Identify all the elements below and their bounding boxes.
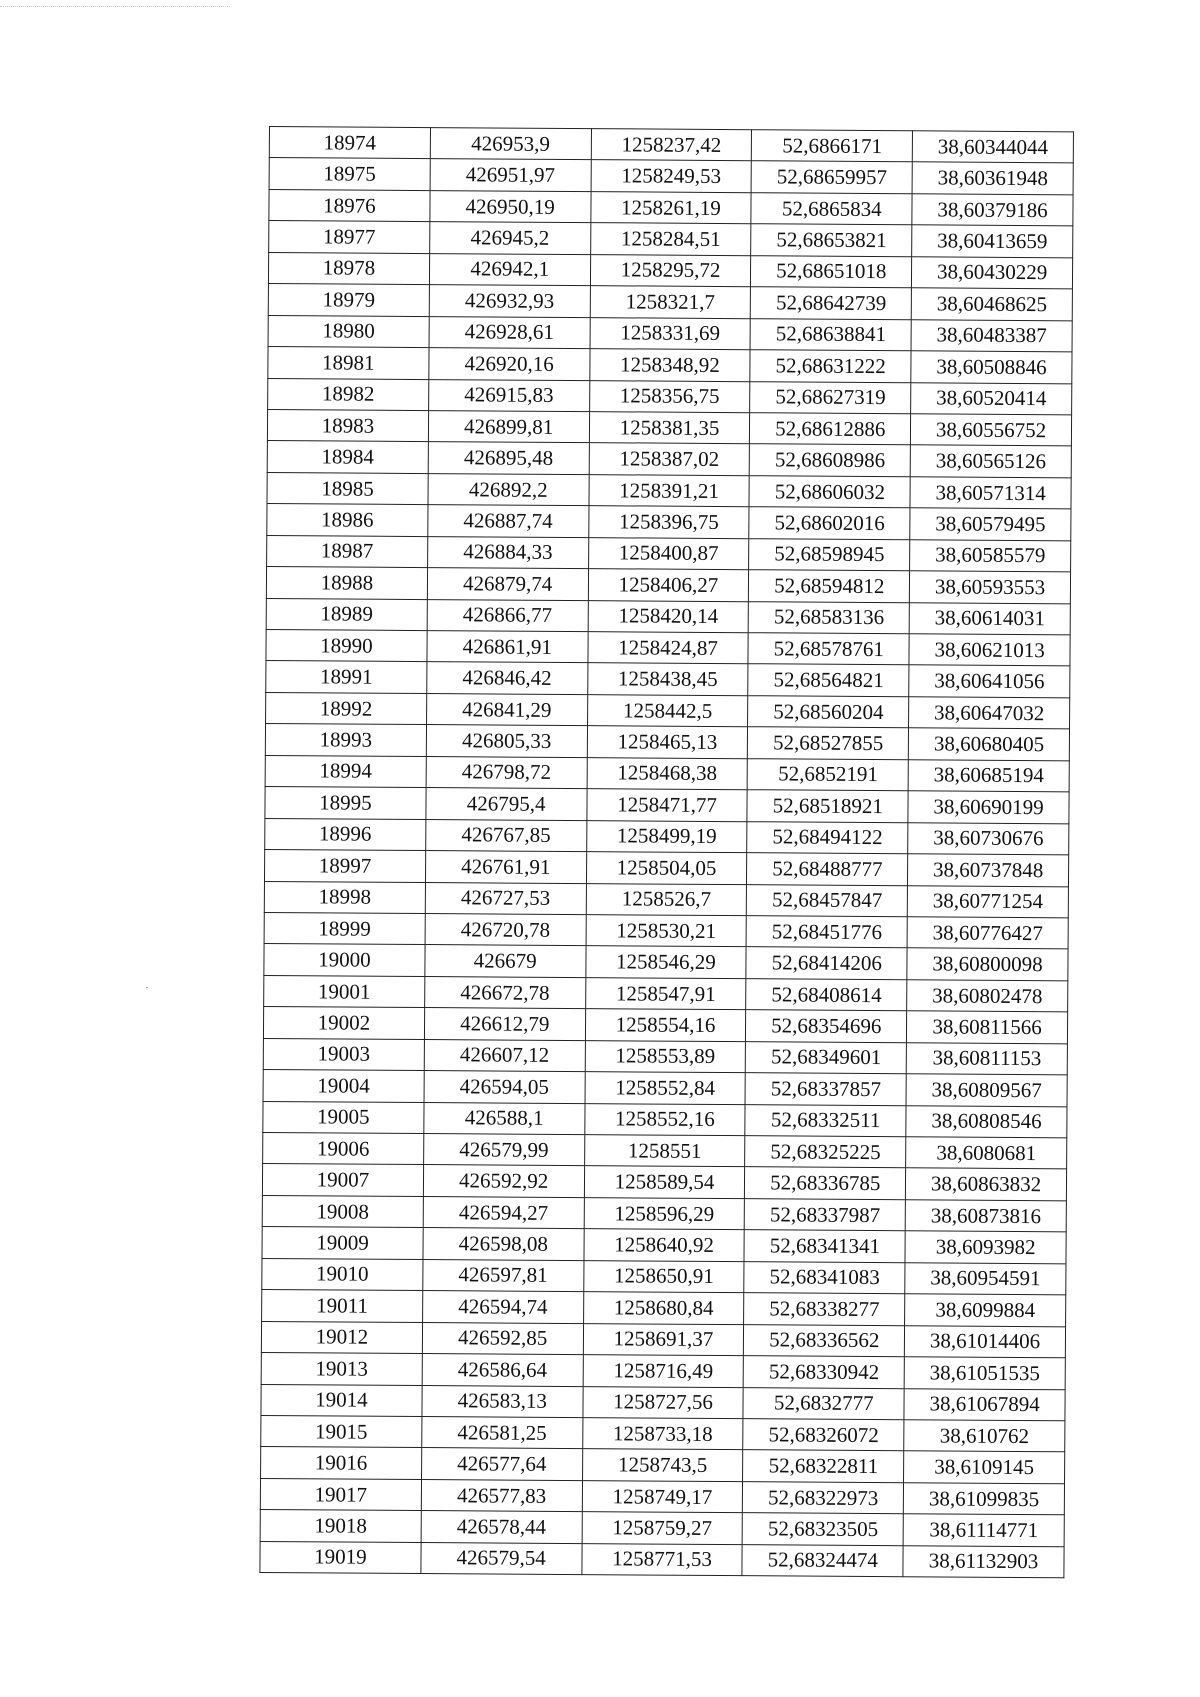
x-coordinate-cell: 426841,29 xyxy=(426,693,587,726)
latitude-cell: 52,68337987 xyxy=(745,1199,906,1232)
y-coordinate-cell: 1258261,19 xyxy=(590,192,751,225)
x-coordinate-cell: 426795,4 xyxy=(426,788,587,821)
latitude-cell: 52,68659957 xyxy=(751,161,912,194)
y-coordinate-cell: 1258295,72 xyxy=(590,254,751,287)
y-coordinate-cell: 1258552,16 xyxy=(584,1103,745,1136)
y-coordinate-cell: 1258321,7 xyxy=(590,286,751,319)
x-coordinate-cell: 426607,12 xyxy=(424,1039,585,1072)
x-coordinate-cell: 426953,9 xyxy=(430,128,591,161)
latitude-cell: 52,6866171 xyxy=(752,130,913,163)
latitude-cell: 52,68457847 xyxy=(747,884,908,917)
y-coordinate-cell: 1258387,02 xyxy=(589,443,750,476)
latitude-cell: 52,68598945 xyxy=(749,538,910,571)
y-coordinate-cell: 1258554,16 xyxy=(585,1009,746,1042)
x-coordinate-cell: 426951,97 xyxy=(430,159,591,192)
point-number-cell: 19003 xyxy=(263,1038,424,1071)
latitude-cell: 52,68341341 xyxy=(744,1230,905,1263)
x-coordinate-cell: 426942,1 xyxy=(429,253,590,286)
y-coordinate-cell: 1258691,37 xyxy=(583,1323,744,1356)
latitude-cell: 52,68354696 xyxy=(746,1010,907,1043)
x-coordinate-cell: 426672,78 xyxy=(424,976,585,1009)
point-number-cell: 18992 xyxy=(266,692,427,725)
longitude-cell: 38,60565126 xyxy=(910,445,1071,478)
latitude-cell: 52,68322973 xyxy=(743,1481,904,1514)
latitude-cell: 52,68323505 xyxy=(742,1513,903,1546)
y-coordinate-cell: 1258504,05 xyxy=(586,852,747,885)
x-coordinate-cell: 426720,78 xyxy=(425,913,586,946)
x-coordinate-cell: 426577,64 xyxy=(421,1448,582,1481)
latitude-cell: 52,68494122 xyxy=(747,821,908,854)
x-coordinate-cell: 426884,33 xyxy=(427,536,588,569)
longitude-cell: 38,60954591 xyxy=(905,1262,1066,1295)
x-coordinate-cell: 426594,74 xyxy=(422,1291,583,1324)
longitude-cell: 38,60579495 xyxy=(910,508,1071,541)
point-number-cell: 18976 xyxy=(269,189,430,222)
point-number-cell: 18984 xyxy=(267,441,428,474)
longitude-cell: 38,60556752 xyxy=(911,414,1072,447)
latitude-cell: 52,68341083 xyxy=(744,1261,905,1294)
x-coordinate-cell: 426592,92 xyxy=(423,1165,584,1198)
latitude-cell: 52,68338277 xyxy=(744,1293,905,1326)
point-number-cell: 19017 xyxy=(260,1478,421,1511)
latitude-cell: 52,68608986 xyxy=(750,444,911,477)
x-coordinate-cell: 426594,05 xyxy=(424,1071,585,1104)
y-coordinate-cell: 1258640,92 xyxy=(584,1229,745,1262)
x-coordinate-cell: 426586,64 xyxy=(422,1354,583,1387)
longitude-cell: 38,61014406 xyxy=(905,1325,1066,1358)
y-coordinate-cell: 1258743,5 xyxy=(582,1449,743,1482)
point-number-cell: 19011 xyxy=(262,1290,423,1323)
y-coordinate-cell: 1258438,45 xyxy=(587,663,748,696)
scan-speck xyxy=(146,987,148,988)
longitude-cell: 38,60593553 xyxy=(910,571,1071,604)
y-coordinate-cell: 1258468,38 xyxy=(587,757,748,790)
point-number-cell: 19012 xyxy=(261,1321,422,1354)
longitude-cell: 38,60571314 xyxy=(910,477,1071,510)
y-coordinate-cell: 1258552,84 xyxy=(585,1072,746,1105)
y-coordinate-cell: 1258727,56 xyxy=(583,1386,744,1419)
point-number-cell: 19009 xyxy=(262,1227,423,1260)
longitude-cell: 38,60811153 xyxy=(906,1042,1067,1075)
latitude-cell: 52,68330942 xyxy=(744,1356,905,1389)
point-number-cell: 18995 xyxy=(265,787,426,820)
latitude-cell: 52,68564821 xyxy=(748,664,909,697)
point-number-cell: 19015 xyxy=(261,1415,422,1448)
longitude-cell: 38,60508846 xyxy=(911,351,1072,384)
latitude-cell: 52,68518921 xyxy=(747,790,908,823)
longitude-cell: 38,60680405 xyxy=(909,728,1070,761)
point-number-cell: 18986 xyxy=(267,504,428,537)
latitude-cell: 52,68638841 xyxy=(750,318,911,351)
latitude-cell: 52,68414206 xyxy=(746,947,907,980)
point-number-cell: 19001 xyxy=(264,975,425,1008)
x-coordinate-cell: 426895,48 xyxy=(428,442,589,475)
latitude-cell: 52,68408614 xyxy=(746,978,907,1011)
x-coordinate-cell: 426950,19 xyxy=(430,190,591,223)
point-number-cell: 19016 xyxy=(261,1447,422,1480)
latitude-cell: 52,68612886 xyxy=(750,413,911,446)
point-number-cell: 19018 xyxy=(260,1510,421,1543)
longitude-cell: 38,6080681 xyxy=(906,1137,1067,1170)
point-number-cell: 18979 xyxy=(268,284,429,317)
point-number-cell: 19005 xyxy=(263,1101,424,1134)
point-number-cell: 18980 xyxy=(268,315,429,348)
latitude-cell: 52,6852191 xyxy=(747,758,908,791)
point-number-cell: 18981 xyxy=(268,347,429,380)
longitude-cell: 38,60690199 xyxy=(908,791,1069,824)
latitude-cell: 52,68337857 xyxy=(745,1073,906,1106)
latitude-cell: 52,68606032 xyxy=(749,476,910,509)
latitude-cell: 52,68594812 xyxy=(749,570,910,603)
longitude-cell: 38,60730676 xyxy=(908,822,1069,855)
x-coordinate-cell: 426920,16 xyxy=(429,348,590,381)
y-coordinate-cell: 1258553,89 xyxy=(585,1040,746,1073)
longitude-cell: 38,60685194 xyxy=(908,760,1069,793)
latitude-cell: 52,68583136 xyxy=(749,601,910,634)
y-coordinate-cell: 1258530,21 xyxy=(586,915,747,948)
point-number-cell: 18993 xyxy=(265,724,426,757)
longitude-cell: 38,60379186 xyxy=(912,194,1073,227)
point-number-cell: 19014 xyxy=(261,1384,422,1417)
y-coordinate-cell: 1258650,91 xyxy=(583,1260,744,1293)
y-coordinate-cell: 1258442,5 xyxy=(587,694,748,727)
latitude-cell: 52,68322811 xyxy=(743,1450,904,1483)
x-coordinate-cell: 426932,93 xyxy=(429,285,590,318)
longitude-cell: 38,60614031 xyxy=(909,602,1070,635)
y-coordinate-cell: 1258348,92 xyxy=(589,349,750,382)
x-coordinate-cell: 426679 xyxy=(425,945,586,978)
point-number-cell: 18996 xyxy=(265,818,426,851)
point-number-cell: 19013 xyxy=(261,1353,422,1386)
longitude-cell: 38,60737848 xyxy=(908,854,1069,887)
y-coordinate-cell: 1258526,7 xyxy=(586,883,747,916)
y-coordinate-cell: 1258547,91 xyxy=(585,977,746,1010)
longitude-cell: 38,60468625 xyxy=(911,288,1072,321)
longitude-cell: 38,60776427 xyxy=(907,917,1068,950)
x-coordinate-cell: 426588,1 xyxy=(424,1102,585,1135)
y-coordinate-cell: 1258771,53 xyxy=(581,1543,742,1576)
longitude-cell: 38,60802478 xyxy=(907,980,1068,1013)
longitude-cell: 38,60800098 xyxy=(907,948,1068,981)
latitude-cell: 52,68627319 xyxy=(750,381,911,414)
x-coordinate-cell: 426899,81 xyxy=(428,411,589,444)
y-coordinate-cell: 1258237,42 xyxy=(591,129,752,162)
point-number-cell: 18989 xyxy=(266,598,427,631)
latitude-cell: 52,68325225 xyxy=(745,1136,906,1169)
x-coordinate-cell: 426592,85 xyxy=(422,1322,583,1355)
y-coordinate-cell: 1258396,75 xyxy=(588,506,749,539)
latitude-cell: 52,68527855 xyxy=(748,727,909,760)
x-coordinate-cell: 426727,53 xyxy=(425,882,586,915)
latitude-cell: 52,68651018 xyxy=(751,255,912,288)
latitude-cell: 52,68578761 xyxy=(748,633,909,666)
x-coordinate-cell: 426887,74 xyxy=(428,505,589,538)
point-number-cell: 18998 xyxy=(264,881,425,914)
longitude-cell: 38,60647032 xyxy=(909,697,1070,730)
x-coordinate-cell: 426761,91 xyxy=(425,851,586,884)
x-coordinate-cell: 426928,61 xyxy=(429,316,590,349)
point-number-cell: 19008 xyxy=(262,1195,423,1228)
longitude-cell: 38,60808546 xyxy=(906,1105,1067,1138)
longitude-cell: 38,60413659 xyxy=(912,225,1073,258)
point-number-cell: 19000 xyxy=(264,944,425,977)
longitude-cell: 38,60361948 xyxy=(912,162,1073,195)
y-coordinate-cell: 1258499,19 xyxy=(586,820,747,853)
latitude-cell: 52,68560204 xyxy=(748,696,909,729)
x-coordinate-cell: 426945,2 xyxy=(429,222,590,255)
x-coordinate-cell: 426612,79 xyxy=(424,1008,585,1041)
point-number-cell: 18994 xyxy=(265,755,426,788)
latitude-cell: 52,68326072 xyxy=(743,1419,904,1452)
y-coordinate-cell: 1258391,21 xyxy=(589,474,750,507)
x-coordinate-cell: 426798,72 xyxy=(426,756,587,789)
x-coordinate-cell: 426767,85 xyxy=(425,819,586,852)
y-coordinate-cell: 1258284,51 xyxy=(590,223,751,256)
y-coordinate-cell: 1258759,27 xyxy=(582,1512,743,1545)
latitude-cell: 52,68488777 xyxy=(747,853,908,886)
y-coordinate-cell: 1258400,87 xyxy=(588,537,749,570)
x-coordinate-cell: 426597,81 xyxy=(423,1259,584,1292)
coordinates-table xyxy=(259,126,1074,1578)
latitude-cell: 52,68631222 xyxy=(750,350,911,383)
longitude-cell: 38,60621013 xyxy=(909,634,1070,667)
point-number-cell: 18978 xyxy=(268,252,429,285)
x-coordinate-cell: 426846,42 xyxy=(427,662,588,695)
x-coordinate-cell: 426598,08 xyxy=(423,1228,584,1261)
point-number-cell: 19007 xyxy=(262,1164,423,1197)
point-number-cell: 18991 xyxy=(266,661,427,694)
longitude-cell: 38,6099884 xyxy=(905,1294,1066,1327)
point-number-cell: 19006 xyxy=(263,1132,424,1165)
x-coordinate-cell: 426915,83 xyxy=(428,379,589,412)
x-coordinate-cell: 426879,74 xyxy=(427,568,588,601)
latitude-cell: 52,68332511 xyxy=(745,1104,906,1137)
x-coordinate-cell: 426805,33 xyxy=(426,725,587,758)
x-coordinate-cell: 426861,91 xyxy=(427,631,588,664)
point-number-cell: 18977 xyxy=(269,221,430,254)
y-coordinate-cell: 1258589,54 xyxy=(584,1166,745,1199)
y-coordinate-cell: 1258551 xyxy=(584,1135,745,1168)
x-coordinate-cell: 426579,54 xyxy=(421,1542,582,1575)
longitude-cell: 38,60483387 xyxy=(911,319,1072,352)
x-coordinate-cell: 426866,77 xyxy=(427,599,588,632)
x-coordinate-cell: 426578,44 xyxy=(421,1511,582,1544)
latitude-cell: 52,68642739 xyxy=(751,287,912,320)
y-coordinate-cell: 1258406,27 xyxy=(588,569,749,602)
table-row xyxy=(260,1541,1064,1578)
longitude-cell: 38,60809567 xyxy=(906,1074,1067,1107)
y-coordinate-cell: 1258716,49 xyxy=(583,1355,744,1388)
y-coordinate-cell: 1258749,17 xyxy=(582,1480,743,1513)
latitude-cell: 52,68451776 xyxy=(746,916,907,949)
y-coordinate-cell: 1258680,84 xyxy=(583,1292,744,1325)
longitude-cell: 38,610762 xyxy=(904,1420,1065,1453)
y-coordinate-cell: 1258596,29 xyxy=(584,1197,745,1230)
x-coordinate-cell: 426579,99 xyxy=(423,1134,584,1167)
point-number-cell: 18982 xyxy=(268,378,429,411)
y-coordinate-cell: 1258331,69 xyxy=(590,317,751,350)
x-coordinate-cell: 426892,2 xyxy=(428,473,589,506)
longitude-cell: 38,61114771 xyxy=(903,1514,1064,1547)
y-coordinate-cell: 1258424,87 xyxy=(588,632,749,665)
longitude-cell: 38,61067894 xyxy=(904,1388,1065,1421)
x-coordinate-cell: 426581,25 xyxy=(422,1416,583,1449)
latitude-cell: 52,68324474 xyxy=(742,1544,903,1577)
scan-edge-mark xyxy=(0,6,230,7)
point-number-cell: 18997 xyxy=(264,850,425,883)
point-number-cell: 19019 xyxy=(260,1541,421,1574)
y-coordinate-cell: 1258471,77 xyxy=(586,789,747,822)
y-coordinate-cell: 1258420,14 xyxy=(588,600,749,633)
latitude-cell: 52,68602016 xyxy=(749,507,910,540)
y-coordinate-cell: 1258733,18 xyxy=(582,1418,743,1451)
coordinates-table-body xyxy=(260,127,1074,1578)
point-number-cell: 18988 xyxy=(266,567,427,600)
point-number-cell: 19004 xyxy=(263,1070,424,1103)
longitude-cell: 38,61051535 xyxy=(904,1357,1065,1390)
y-coordinate-cell: 1258249,53 xyxy=(591,160,752,193)
longitude-cell: 38,6093982 xyxy=(905,1231,1066,1264)
point-number-cell: 18999 xyxy=(264,912,425,945)
latitude-cell: 52,68653821 xyxy=(751,224,912,257)
latitude-cell: 52,6865834 xyxy=(751,193,912,226)
longitude-cell: 38,60641056 xyxy=(909,665,1070,698)
longitude-cell: 38,60863832 xyxy=(906,1168,1067,1201)
y-coordinate-cell: 1258356,75 xyxy=(589,380,750,413)
point-number-cell: 18985 xyxy=(267,472,428,505)
latitude-cell: 52,68349601 xyxy=(746,1041,907,1074)
longitude-cell: 38,6109145 xyxy=(904,1451,1065,1484)
latitude-cell: 52,6832777 xyxy=(743,1387,904,1420)
point-number-cell: 18983 xyxy=(267,409,428,442)
longitude-cell: 38,61132903 xyxy=(903,1545,1064,1578)
latitude-cell: 52,68336785 xyxy=(745,1167,906,1200)
y-coordinate-cell: 1258465,13 xyxy=(587,726,748,759)
latitude-cell: 52,68336562 xyxy=(744,1324,905,1357)
point-number-cell: 18975 xyxy=(269,158,430,191)
longitude-cell: 38,60585579 xyxy=(910,539,1071,572)
longitude-cell: 38,60520414 xyxy=(911,382,1072,415)
y-coordinate-cell: 1258546,29 xyxy=(585,946,746,979)
point-number-cell: 19010 xyxy=(262,1258,423,1291)
x-coordinate-cell: 426577,83 xyxy=(421,1479,582,1512)
longitude-cell: 38,60430229 xyxy=(912,257,1073,290)
longitude-cell: 38,60771254 xyxy=(907,885,1068,918)
longitude-cell: 38,60873816 xyxy=(905,1200,1066,1233)
point-number-cell: 19002 xyxy=(263,1007,424,1040)
longitude-cell: 38,60811566 xyxy=(907,1011,1068,1044)
point-number-cell: 18987 xyxy=(267,535,428,568)
longitude-cell: 38,60344044 xyxy=(912,131,1073,164)
point-number-cell: 18974 xyxy=(269,127,430,160)
longitude-cell: 38,61099835 xyxy=(903,1483,1064,1516)
point-number-cell: 18990 xyxy=(266,629,427,662)
x-coordinate-cell: 426583,13 xyxy=(422,1385,583,1418)
y-coordinate-cell: 1258381,35 xyxy=(589,412,750,445)
x-coordinate-cell: 426594,27 xyxy=(423,1196,584,1229)
